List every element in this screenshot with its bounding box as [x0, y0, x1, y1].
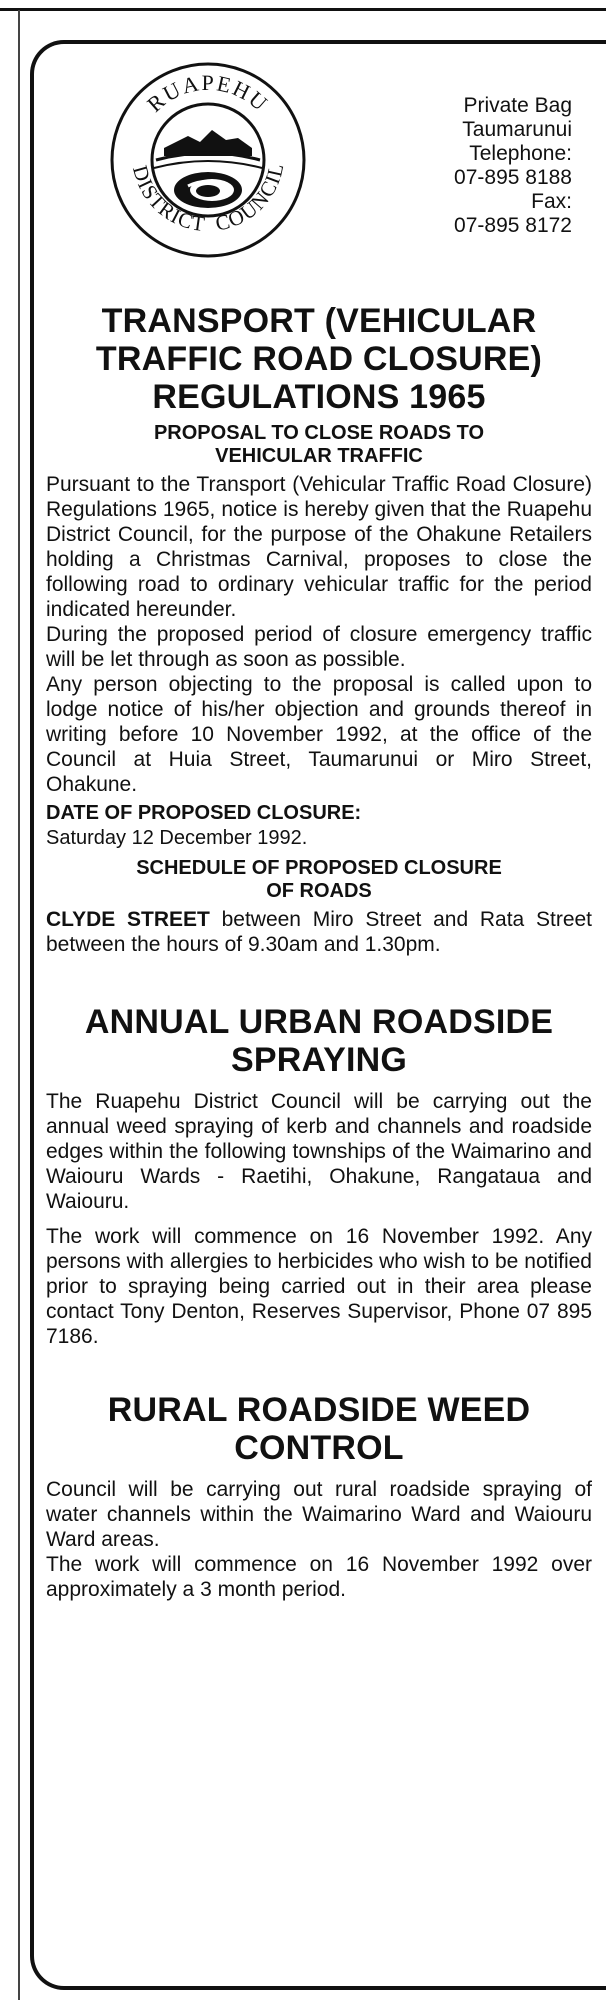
mountain-emblem-icon: [154, 130, 262, 168]
road-closure-title-line-1: TRANSPORT (VEHICULAR: [101, 302, 537, 340]
schedule-heading: [46, 857, 592, 903]
contact-address-line: Private Bag: [463, 94, 572, 117]
road-schedule-entry: [46, 907, 592, 957]
proposal-subtitle-line-1: PROPOSAL TO CLOSE ROADS TO: [153, 422, 485, 444]
seal-ring-right-text: COUNCIL: [213, 160, 289, 236]
rural-spraying-period-paragraph: The work will commence on 16 November 1992 over approximately a 3 month period.: [46, 1553, 592, 1601]
contact-town-line: Taumarunui: [462, 118, 572, 141]
contact-phone-number: 07-895 8188: [454, 166, 572, 189]
seal-ring-left-text: DISTRICT: [127, 162, 208, 237]
road-closure-notice: [46, 302, 592, 957]
urban-spraying-title-line-1: ANNUAL URBAN ROADSIDE: [84, 1003, 554, 1041]
road-closure-title: [46, 302, 592, 416]
contact-phone-label: Telephone:: [469, 142, 572, 165]
closure-date-value: Saturday 12 December 1992.: [46, 827, 308, 849]
proposal-subtitle: [46, 422, 592, 468]
closure-purpose-paragraph: Pursuant to the Transport (Vehicular Traffic Road Closure) Regulations 1965, notice is hereby given that the Ruapehu District Council, for the purpose of the Ohakune Retailers holding a Christmas Carnival, proposes to close the following road to ordinary vehicular traffic for the period indicated hereunder.: [46, 473, 592, 621]
rural-weed-control-title-line-1: RURAL ROADSIDE WEED: [107, 1391, 531, 1429]
council-seal-logo: [108, 60, 308, 260]
koru-swirl-icon: [174, 172, 242, 208]
road-closure-details: between Miro Street and Rata Street between the hours of 9.30am and 1.30pm.: [46, 908, 593, 956]
page-margin-rule: [18, 10, 20, 2000]
rural-weed-control-title-line-2: CONTROL: [234, 1429, 404, 1467]
urban-spraying-title: [46, 1003, 592, 1079]
emergency-traffic-paragraph: During the proposed period of closure emergency traffic will be let through as soon as possible.: [46, 623, 592, 671]
council-contact-block: [362, 94, 572, 238]
road-name: CLYDE STREET: [46, 908, 210, 931]
objection-paragraph: Any person objecting to the proposal is called upon to lodge notice of his/her objection and grounds thereof in writing before 10 November 1992, at the office of the Council at Huia Street, Taumarunui or Miro Street, Ohakune.: [46, 673, 592, 796]
contact-fax-number: 07-895 8172: [454, 214, 572, 237]
top-border-rule: [0, 0, 606, 11]
road-closure-title-line-3: REGULATIONS 1965: [152, 378, 486, 416]
proposal-subtitle-line-2: VEHICULAR TRAFFIC: [215, 445, 423, 467]
letterhead: [46, 52, 592, 302]
closure-date-label: DATE OF PROPOSED CLOSURE:: [46, 802, 362, 824]
notice-content: [46, 52, 592, 1602]
schedule-heading-line-1: SCHEDULE OF PROPOSED CLOSURE: [136, 857, 502, 879]
rural-weed-control-title: [46, 1391, 592, 1467]
rural-weed-control-notice: [46, 1391, 592, 1602]
urban-spraying-notice: [46, 1003, 592, 1349]
contact-fax-label: Fax:: [531, 190, 572, 213]
seal-ring-top-text: RUAPEHU: [142, 69, 274, 117]
urban-spraying-allergy-paragraph: The work will commence on 16 November 1992. Any persons with allergies to herbicides who wish to be notified prior to spraying being carried out in their area please contact Tony Denton, Reserves Supervisor, Phone 07 895 7186.: [46, 1225, 592, 1348]
urban-spraying-title-line-2: SPRAYING: [230, 1041, 408, 1079]
road-closure-title-line-2: TRAFFIC ROAD CLOSURE): [95, 340, 543, 378]
rural-spraying-areas-paragraph: Council will be carrying out rural roadside spraying of water channels within the Waimarino Ward and Waiouru Ward areas.: [46, 1478, 592, 1551]
schedule-heading-line-2: OF ROADS: [266, 880, 372, 902]
urban-spraying-townships-paragraph: The Ruapehu District Council will be carrying out the annual weed spraying of kerb and channels and roadside edges within the following townships of the Waimarino and Waiouru Wards - Raetihi, Ohakune, Rangataua and Waiouru.: [46, 1090, 592, 1213]
